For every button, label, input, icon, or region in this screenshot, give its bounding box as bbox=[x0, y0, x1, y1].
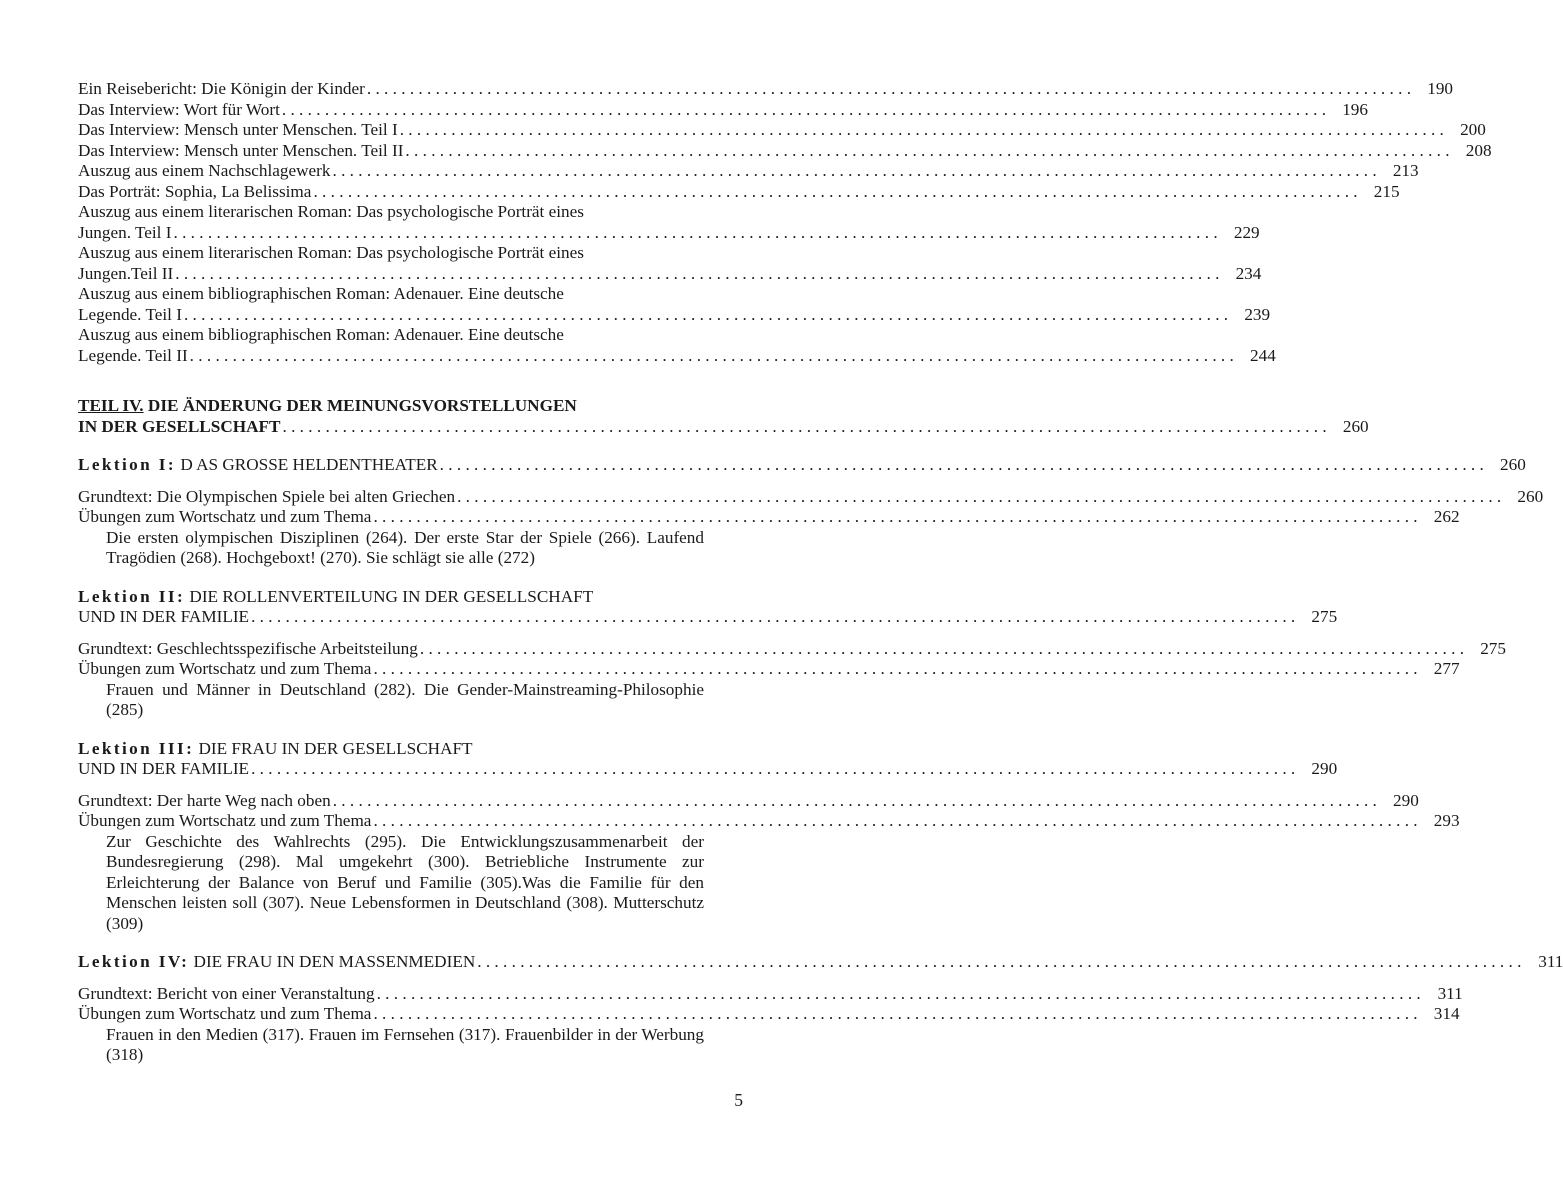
lesson-page: 290 bbox=[1311, 759, 1338, 778]
toc-entry-title-cont: Legende. Teil II bbox=[78, 345, 188, 365]
dot-leader bbox=[377, 984, 1421, 1005]
toc-entry-page: 200 bbox=[1460, 120, 1486, 139]
lesson-title: D AS GROSSE HELDENTHEATER bbox=[180, 455, 438, 474]
toc-entry bbox=[78, 243, 1262, 284]
toc-entry-title-cont: Legende. Teil I bbox=[78, 304, 182, 324]
dot-leader bbox=[282, 417, 1326, 438]
toc-entry bbox=[78, 1004, 1460, 1025]
grundtext-page: 275 bbox=[1480, 638, 1506, 658]
toc-entry-title: Das Interview: Mensch unter Menschen. Teil I bbox=[78, 120, 398, 139]
spacer bbox=[78, 437, 742, 455]
toc-entry bbox=[78, 983, 1463, 1005]
lesson-page: 260 bbox=[1500, 455, 1526, 474]
toc-entry-page: 239 bbox=[1244, 304, 1271, 324]
toc-entry bbox=[78, 140, 1492, 162]
dot-leader bbox=[373, 659, 1417, 680]
lesson-title: DIE ROLLENVERTEILUNG IN DER GESELLSCHAFT bbox=[189, 586, 594, 606]
spacer bbox=[78, 366, 742, 396]
dot-leader bbox=[190, 346, 1234, 367]
toc-entry bbox=[78, 507, 1460, 528]
lesson-title-cont: UND IN DER FAMILIE bbox=[78, 759, 250, 778]
uebungen-page: 262 bbox=[1433, 507, 1460, 526]
dot-leader bbox=[373, 811, 1417, 832]
toc-entry-page: 234 bbox=[1235, 263, 1262, 283]
lesson-title-cont: UND IN DER FAMILIE bbox=[78, 607, 250, 626]
toc-entry bbox=[78, 811, 1460, 832]
dot-leader bbox=[184, 305, 1228, 326]
toc-entry bbox=[78, 99, 1368, 121]
dot-leader bbox=[251, 759, 1295, 780]
dot-leader bbox=[440, 455, 1484, 476]
dot-leader bbox=[175, 264, 1219, 285]
toc-entry bbox=[78, 659, 1460, 680]
lesson-label: Lektion IV: bbox=[78, 952, 190, 971]
table-of-contents bbox=[78, 79, 1563, 1066]
dot-leader bbox=[333, 791, 1377, 812]
toc-entry-page: 196 bbox=[1342, 99, 1368, 119]
part-title-cont: IN DER GESELLSCHAFT bbox=[78, 416, 281, 436]
toc-entry-title-cont: Jungen. Teil I bbox=[78, 222, 172, 242]
lesson-page: 275 bbox=[1311, 607, 1338, 626]
grundtext-page: 290 bbox=[1393, 790, 1419, 810]
toc-entry-title: Auszug aus einem literarischen Roman: Das psychologische Porträt eines bbox=[78, 202, 584, 221]
toc-entry bbox=[78, 486, 1544, 508]
part-heading bbox=[78, 396, 1369, 437]
spacer bbox=[78, 569, 742, 587]
dot-leader bbox=[405, 141, 1449, 162]
toc-entry-title-cont: Jungen.Teil II bbox=[78, 263, 174, 283]
lesson-heading bbox=[78, 952, 1563, 973]
uebungen-page: 293 bbox=[1433, 811, 1460, 830]
toc-entry bbox=[78, 325, 1276, 366]
lesson-heading bbox=[78, 586, 1338, 628]
grundtext-title: Grundtext: Die Olympischen Spiele bei alten Griechen bbox=[78, 486, 456, 506]
spacer bbox=[78, 476, 742, 487]
toc-entry-page: 229 bbox=[1233, 222, 1260, 242]
grundtext-page: 311 bbox=[1437, 983, 1463, 1003]
uebungen-title: Übungen zum Wortschatz und zum Thema bbox=[78, 1004, 372, 1023]
lesson-topics: Die ersten olympischen Disziplinen (264). Der erste Star der Spiele (266). Laufend Tragödien (268). Hochgeboxt! (270). Sie schlägt sie alle (272) bbox=[106, 527, 704, 567]
part-title: DIE ÄNDERUNG DER MEINUNGSVORSTELLUNGEN bbox=[147, 396, 577, 415]
lesson-page: 311 bbox=[1538, 952, 1563, 971]
lesson-title: DIE FRAU IN DER GESELLSCHAFT bbox=[198, 738, 473, 758]
page-number: 5 bbox=[734, 1090, 743, 1110]
toc-entry bbox=[78, 790, 1419, 812]
toc-entry-title: Auszug aus einem Nachschlagewerk bbox=[78, 161, 331, 180]
dot-leader bbox=[251, 607, 1295, 628]
dot-leader bbox=[400, 120, 1444, 141]
lesson-topics: Frauen und Männer in Deutschland (282). Die Gender-Mainstreaming-Philosophie (285) bbox=[106, 679, 704, 719]
toc-entry bbox=[78, 638, 1506, 660]
part-prefix: TEIL IV. bbox=[78, 396, 144, 415]
grundtext-title: Grundtext: Der harte Weg nach oben bbox=[78, 790, 331, 810]
lesson-label: Lektion II: bbox=[78, 586, 186, 606]
lesson-topics: Zur Geschichte des Wahlrechts (295). Die Entwicklungszusammenarbeit der Bundesregierung (298). Mal umgekehrt (300). Betriebliche Instrumente zur Erleichterung der Balance von Beruf und Familie (305).Was die Familie für den Menschen leisten soll (307). Neue Lebensformen in Deutschland (308). Mutterschutz (309) bbox=[106, 831, 704, 933]
toc-entry-page: 208 bbox=[1465, 140, 1492, 160]
toc-entry bbox=[78, 284, 1271, 325]
grundtext-title: Grundtext: Bericht von einer Veranstaltung bbox=[78, 983, 375, 1003]
toc-entry-title: Das Interview: Wort für Wort bbox=[78, 99, 280, 119]
lesson-heading bbox=[78, 455, 1526, 476]
spacer bbox=[78, 973, 742, 984]
toc-entry bbox=[78, 161, 1419, 182]
toc-entry-page: 244 bbox=[1250, 345, 1276, 365]
dot-leader bbox=[457, 487, 1501, 508]
uebungen-page: 277 bbox=[1433, 659, 1460, 678]
lesson-topics: Frauen in den Medien (317). Frauen im Fernsehen (317). Frauenbilder in der Werbung (318) bbox=[106, 1024, 704, 1064]
toc-entry-title: Das Interview: Mensch unter Menschen. Teil II bbox=[78, 140, 404, 160]
spacer bbox=[78, 934, 742, 952]
part-page: 260 bbox=[1342, 416, 1369, 436]
spacer bbox=[78, 780, 742, 791]
dot-leader bbox=[477, 952, 1521, 973]
uebungen-title: Übungen zum Wortschatz und zum Thema bbox=[78, 659, 372, 678]
uebungen-title: Übungen zum Wortschatz und zum Thema bbox=[78, 507, 372, 526]
toc-entry-title: Ein Reisebericht: Die Königin der Kinder bbox=[78, 79, 365, 98]
spacer bbox=[78, 628, 742, 639]
toc-entry-title: Das Porträt: Sophia, La Belissima bbox=[78, 181, 312, 201]
grundtext-page: 260 bbox=[1517, 486, 1544, 506]
toc-entry-page: 190 bbox=[1427, 79, 1453, 98]
toc-entry-page: 215 bbox=[1373, 181, 1400, 201]
toc-entry-title: Auszug aus einem literarischen Roman: Das psychologische Porträt eines bbox=[78, 243, 584, 262]
lesson-heading bbox=[78, 738, 1338, 780]
uebungen-page: 314 bbox=[1433, 1004, 1460, 1023]
dot-leader bbox=[313, 182, 1357, 203]
lesson-label: Lektion I: bbox=[78, 455, 177, 474]
dot-leader bbox=[420, 639, 1464, 660]
spacer bbox=[78, 721, 742, 739]
dot-leader bbox=[173, 223, 1217, 244]
dot-leader bbox=[373, 1004, 1417, 1025]
lesson-label: Lektion III: bbox=[78, 738, 195, 758]
toc-entry bbox=[78, 202, 1260, 243]
toc-entry-title: Auszug aus einem bibliographischen Roman: Adenauer. Eine deutsche bbox=[78, 284, 564, 303]
toc-entry bbox=[78, 79, 1453, 100]
toc-entry bbox=[78, 181, 1400, 203]
toc-entry bbox=[78, 120, 1486, 141]
dot-leader bbox=[282, 100, 1326, 121]
uebungen-title: Übungen zum Wortschatz und zum Thema bbox=[78, 811, 372, 830]
toc-entry-title: Auszug aus einem bibliographischen Roman: Adenauer. Eine deutsche bbox=[78, 325, 564, 344]
grundtext-title: Grundtext: Geschlechtsspezifische Arbeitsteilung bbox=[78, 638, 418, 658]
dot-leader bbox=[367, 79, 1411, 100]
dot-leader bbox=[373, 507, 1417, 528]
toc-entry-page: 213 bbox=[1392, 161, 1419, 180]
dot-leader bbox=[332, 161, 1376, 182]
lesson-title: DIE FRAU IN DEN MASSENMEDIEN bbox=[193, 952, 476, 971]
